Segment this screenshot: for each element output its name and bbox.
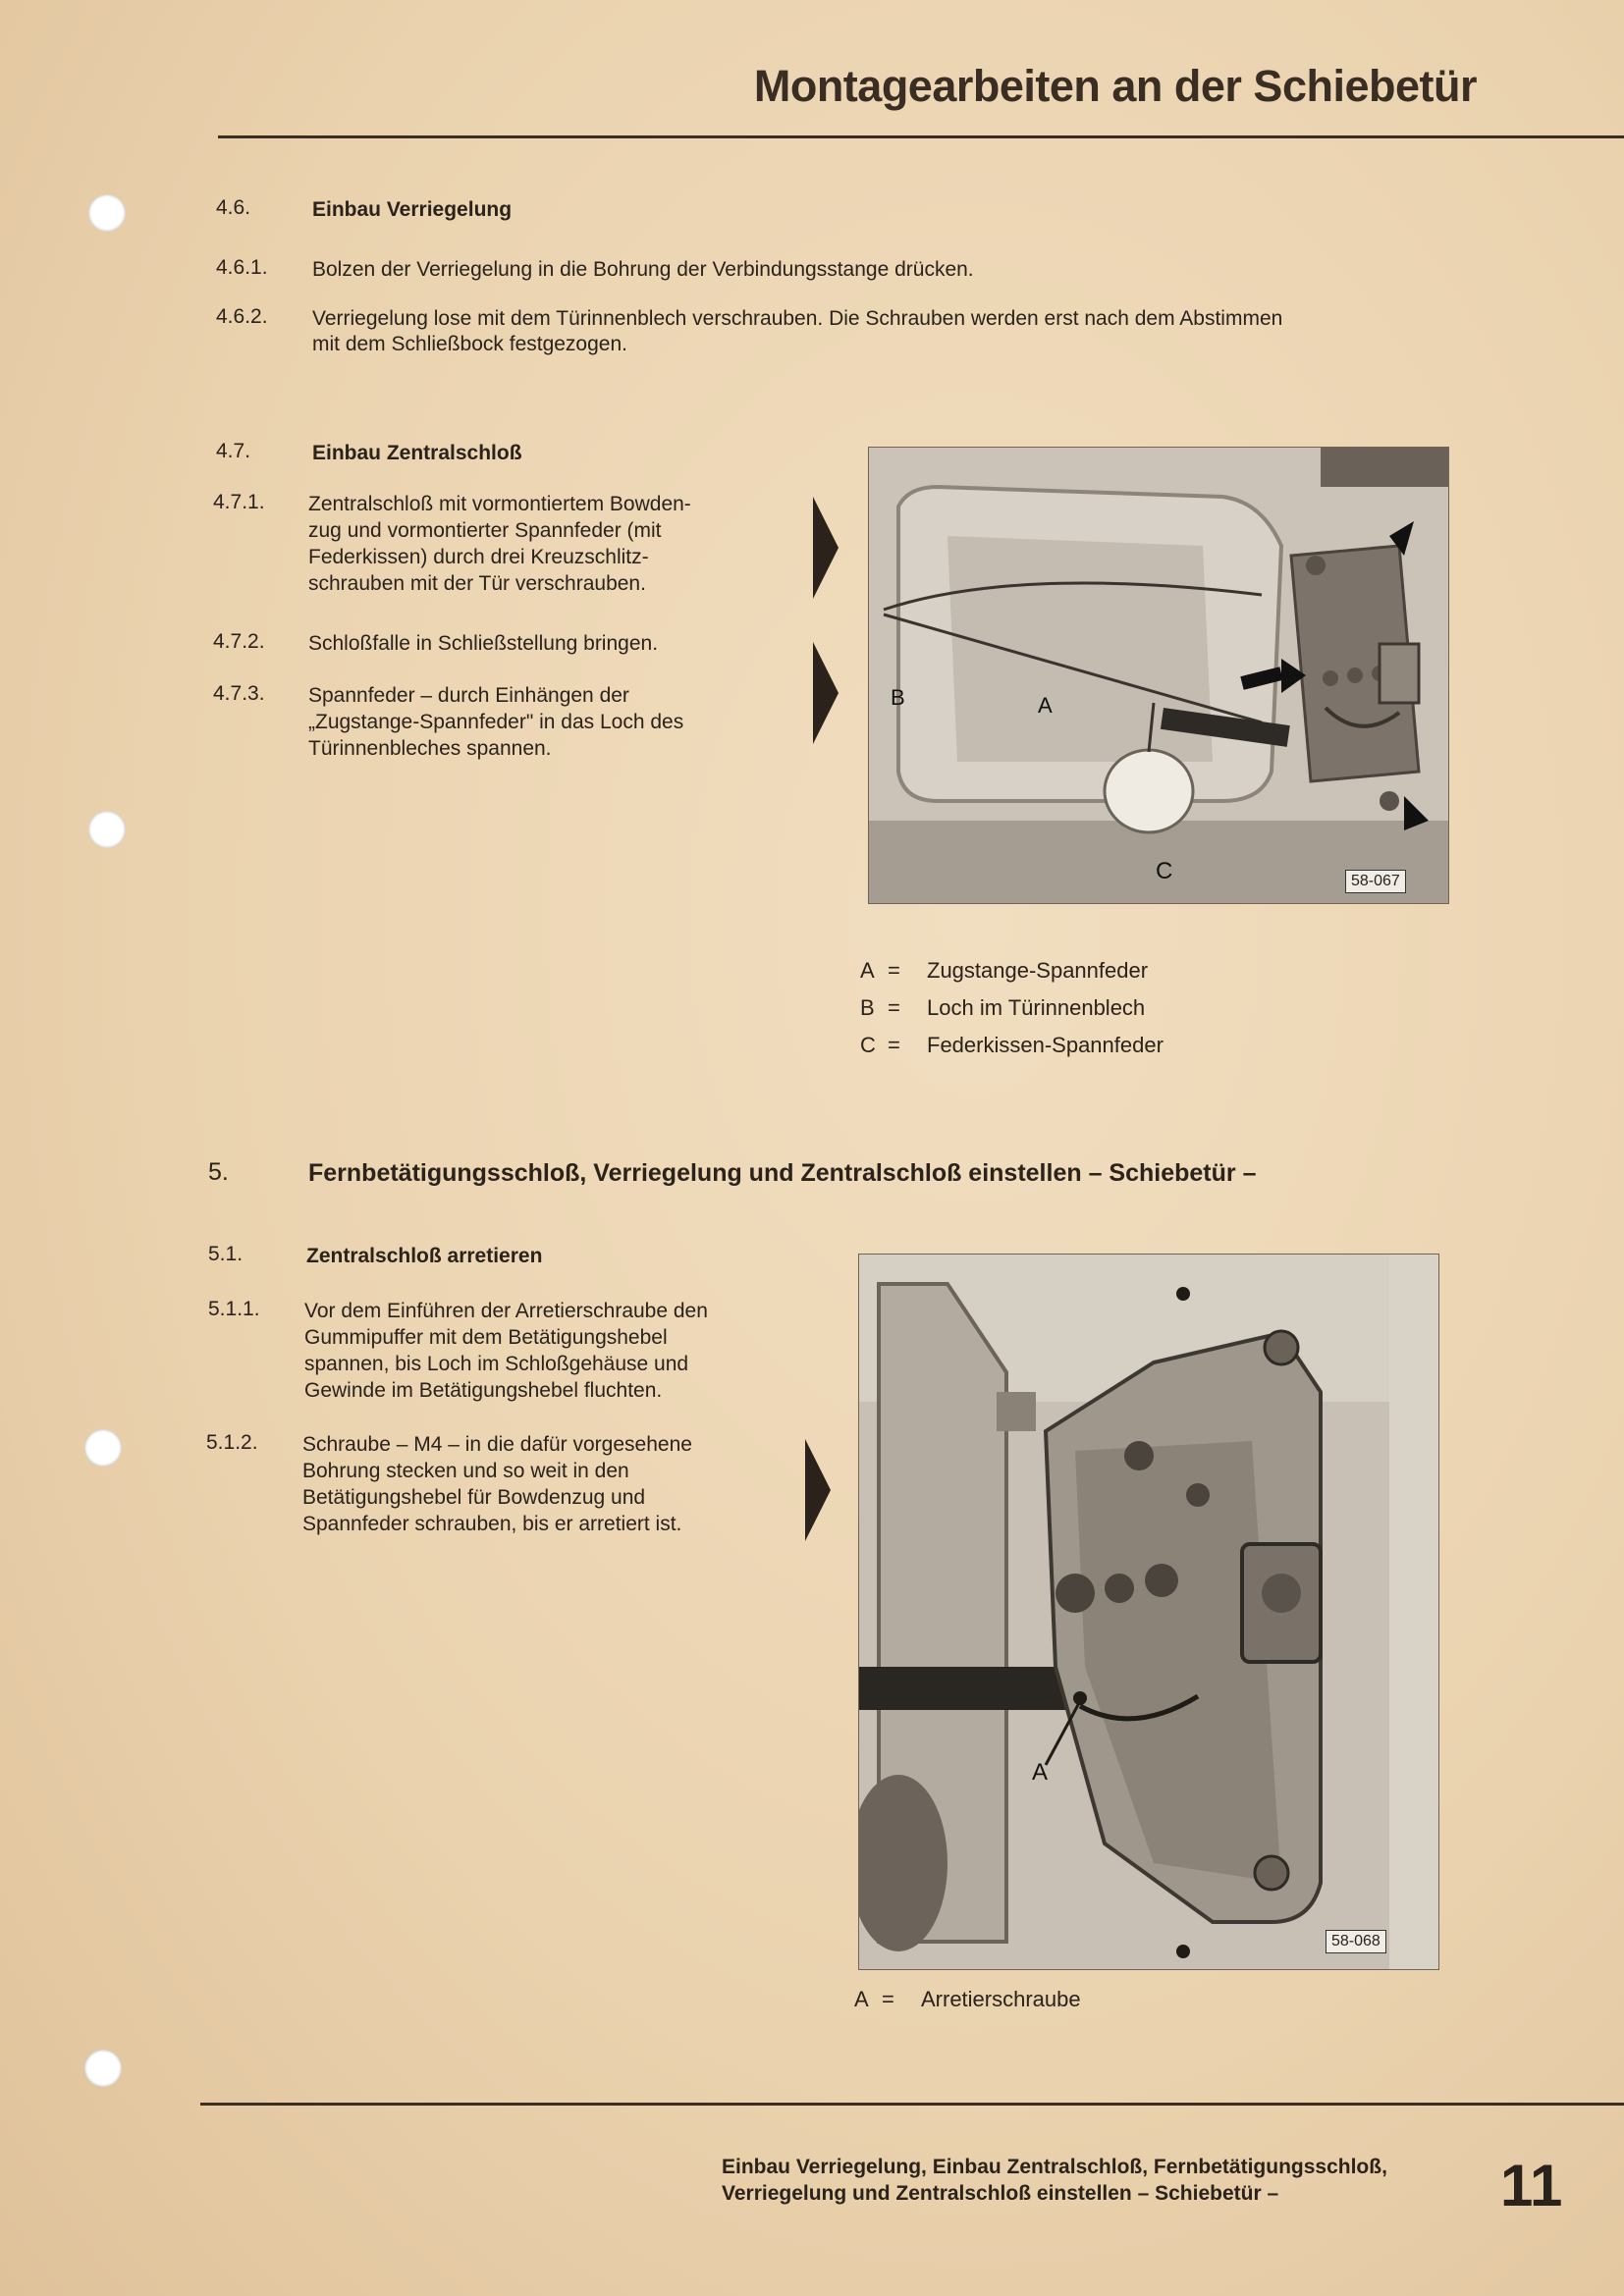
punch-hole bbox=[84, 2050, 122, 2087]
item-text-line: zug und vormontierter Spannfeder (mit bbox=[308, 519, 662, 542]
page-title: Montagearbeiten an der Schiebetür bbox=[753, 61, 1477, 111]
pointer-arrow-icon bbox=[805, 1439, 831, 1541]
item-text: Bolzen der Verriegelung in die Bohrung der Verbindungsstange drücken. bbox=[312, 258, 974, 281]
central-lock-photo bbox=[869, 448, 1448, 903]
item-text-line: Spannfeder – durch Einhängen der bbox=[308, 684, 629, 707]
item-number: 5.1.1. bbox=[208, 1298, 260, 1320]
item-number: 4.6.1. bbox=[216, 256, 268, 279]
item-text-line: mit dem Schließbock festgezogen. bbox=[312, 333, 627, 355]
footer-rule bbox=[200, 2103, 1624, 2106]
item-text-line: Vor dem Einführen der Arretierschraube den bbox=[304, 1300, 708, 1322]
punch-hole bbox=[84, 1429, 122, 1467]
section-title: Fernbetätigungsschloß, Verriegelung und Zentralschloß einstellen – Schiebetür – bbox=[308, 1159, 1257, 1187]
pointer-arrow-icon bbox=[813, 642, 839, 744]
item-text-line: „Zugstange-Spannfeder" in das Loch des bbox=[308, 711, 684, 733]
item-text-line: Gewinde im Betätigungshebel fluchten. bbox=[304, 1379, 663, 1402]
section-number: 4.6. bbox=[216, 196, 251, 219]
item-text-line: Gummipuffer mit dem Betätigungshebel bbox=[304, 1326, 668, 1349]
figure-legend bbox=[860, 952, 1164, 1064]
item-text-line: Betätigungshebel für Bowdenzug und bbox=[302, 1486, 646, 1509]
photo-figure-58-067 bbox=[868, 447, 1449, 904]
figure-id: 58-068 bbox=[1326, 1930, 1386, 1953]
photo-label-a: A bbox=[1038, 693, 1053, 718]
item-number: 5.1.2. bbox=[206, 1431, 258, 1454]
header-rule bbox=[218, 135, 1624, 138]
punch-hole bbox=[88, 194, 126, 232]
footer-line: Einbau Verriegelung, Einbau Zentralschloß, Fernbetätigungsschloß, bbox=[722, 2156, 1387, 2178]
item-text-line: Schraube – M4 – in die dafür vorgesehene bbox=[302, 1433, 692, 1456]
figure-legend bbox=[854, 1981, 1081, 2018]
punch-hole bbox=[88, 811, 126, 848]
figure-id: 58-067 bbox=[1345, 870, 1406, 893]
page-number: 11 bbox=[1500, 2153, 1563, 2218]
legend-row: C = Federkissen-Spannfeder bbox=[860, 1033, 1164, 1057]
lock-adjust-photo bbox=[859, 1255, 1438, 1969]
item-text-line: Verriegelung lose mit dem Türinnenblech verschrauben. Die Schrauben werden erst nach dem Abstimmen bbox=[312, 307, 1283, 330]
photo-label-c: C bbox=[1156, 858, 1173, 884]
footer-line: Verriegelung und Zentralschloß einstellen – Schiebetür – bbox=[722, 2182, 1279, 2205]
photo-label-b: B bbox=[891, 685, 905, 710]
item-text-line: Spannfeder schrauben, bis er arretiert ist. bbox=[302, 1513, 682, 1535]
item-number: 4.7.2. bbox=[213, 630, 265, 653]
item-text-line: spannen, bis Loch im Schloßgehäuse und bbox=[304, 1353, 689, 1375]
item-text-line: Türinnenbleches spannen. bbox=[308, 737, 552, 760]
item-number: 4.7.3. bbox=[213, 682, 265, 705]
subsection-title: Zentralschloß arretieren bbox=[306, 1245, 543, 1267]
footer-text bbox=[722, 2154, 1387, 2207]
photo-figure-58-068 bbox=[858, 1254, 1439, 1970]
section-title: Einbau Zentralschloß bbox=[312, 442, 522, 464]
item-number: 4.7.1. bbox=[213, 491, 265, 513]
legend-row: A = Zugstange-Spannfeder bbox=[860, 958, 1149, 983]
legend-row: A = Arretierschraube bbox=[854, 1987, 1081, 2011]
item-text-line: Bohrung stecken und so weit in den bbox=[302, 1460, 629, 1482]
pointer-arrow-icon bbox=[813, 497, 839, 599]
item-number: 4.6.2. bbox=[216, 305, 268, 328]
section-number: 5. bbox=[208, 1158, 229, 1186]
subsection-number: 5.1. bbox=[208, 1243, 244, 1265]
section-number: 4.7. bbox=[216, 440, 251, 462]
item-text-line: Federkissen) durch drei Kreuzschlitz- bbox=[308, 546, 649, 568]
item-text-line: schrauben mit der Tür verschrauben. bbox=[308, 572, 646, 595]
item-text-line: Zentralschloß mit vormontiertem Bowden- bbox=[308, 493, 691, 515]
legend-row: B = Loch im Türinnenblech bbox=[860, 995, 1146, 1020]
section-title: Einbau Verriegelung bbox=[312, 198, 513, 221]
photo-label-a: A bbox=[1032, 1759, 1049, 1786]
item-text: Schloßfalle in Schließstellung bringen. bbox=[308, 632, 659, 655]
